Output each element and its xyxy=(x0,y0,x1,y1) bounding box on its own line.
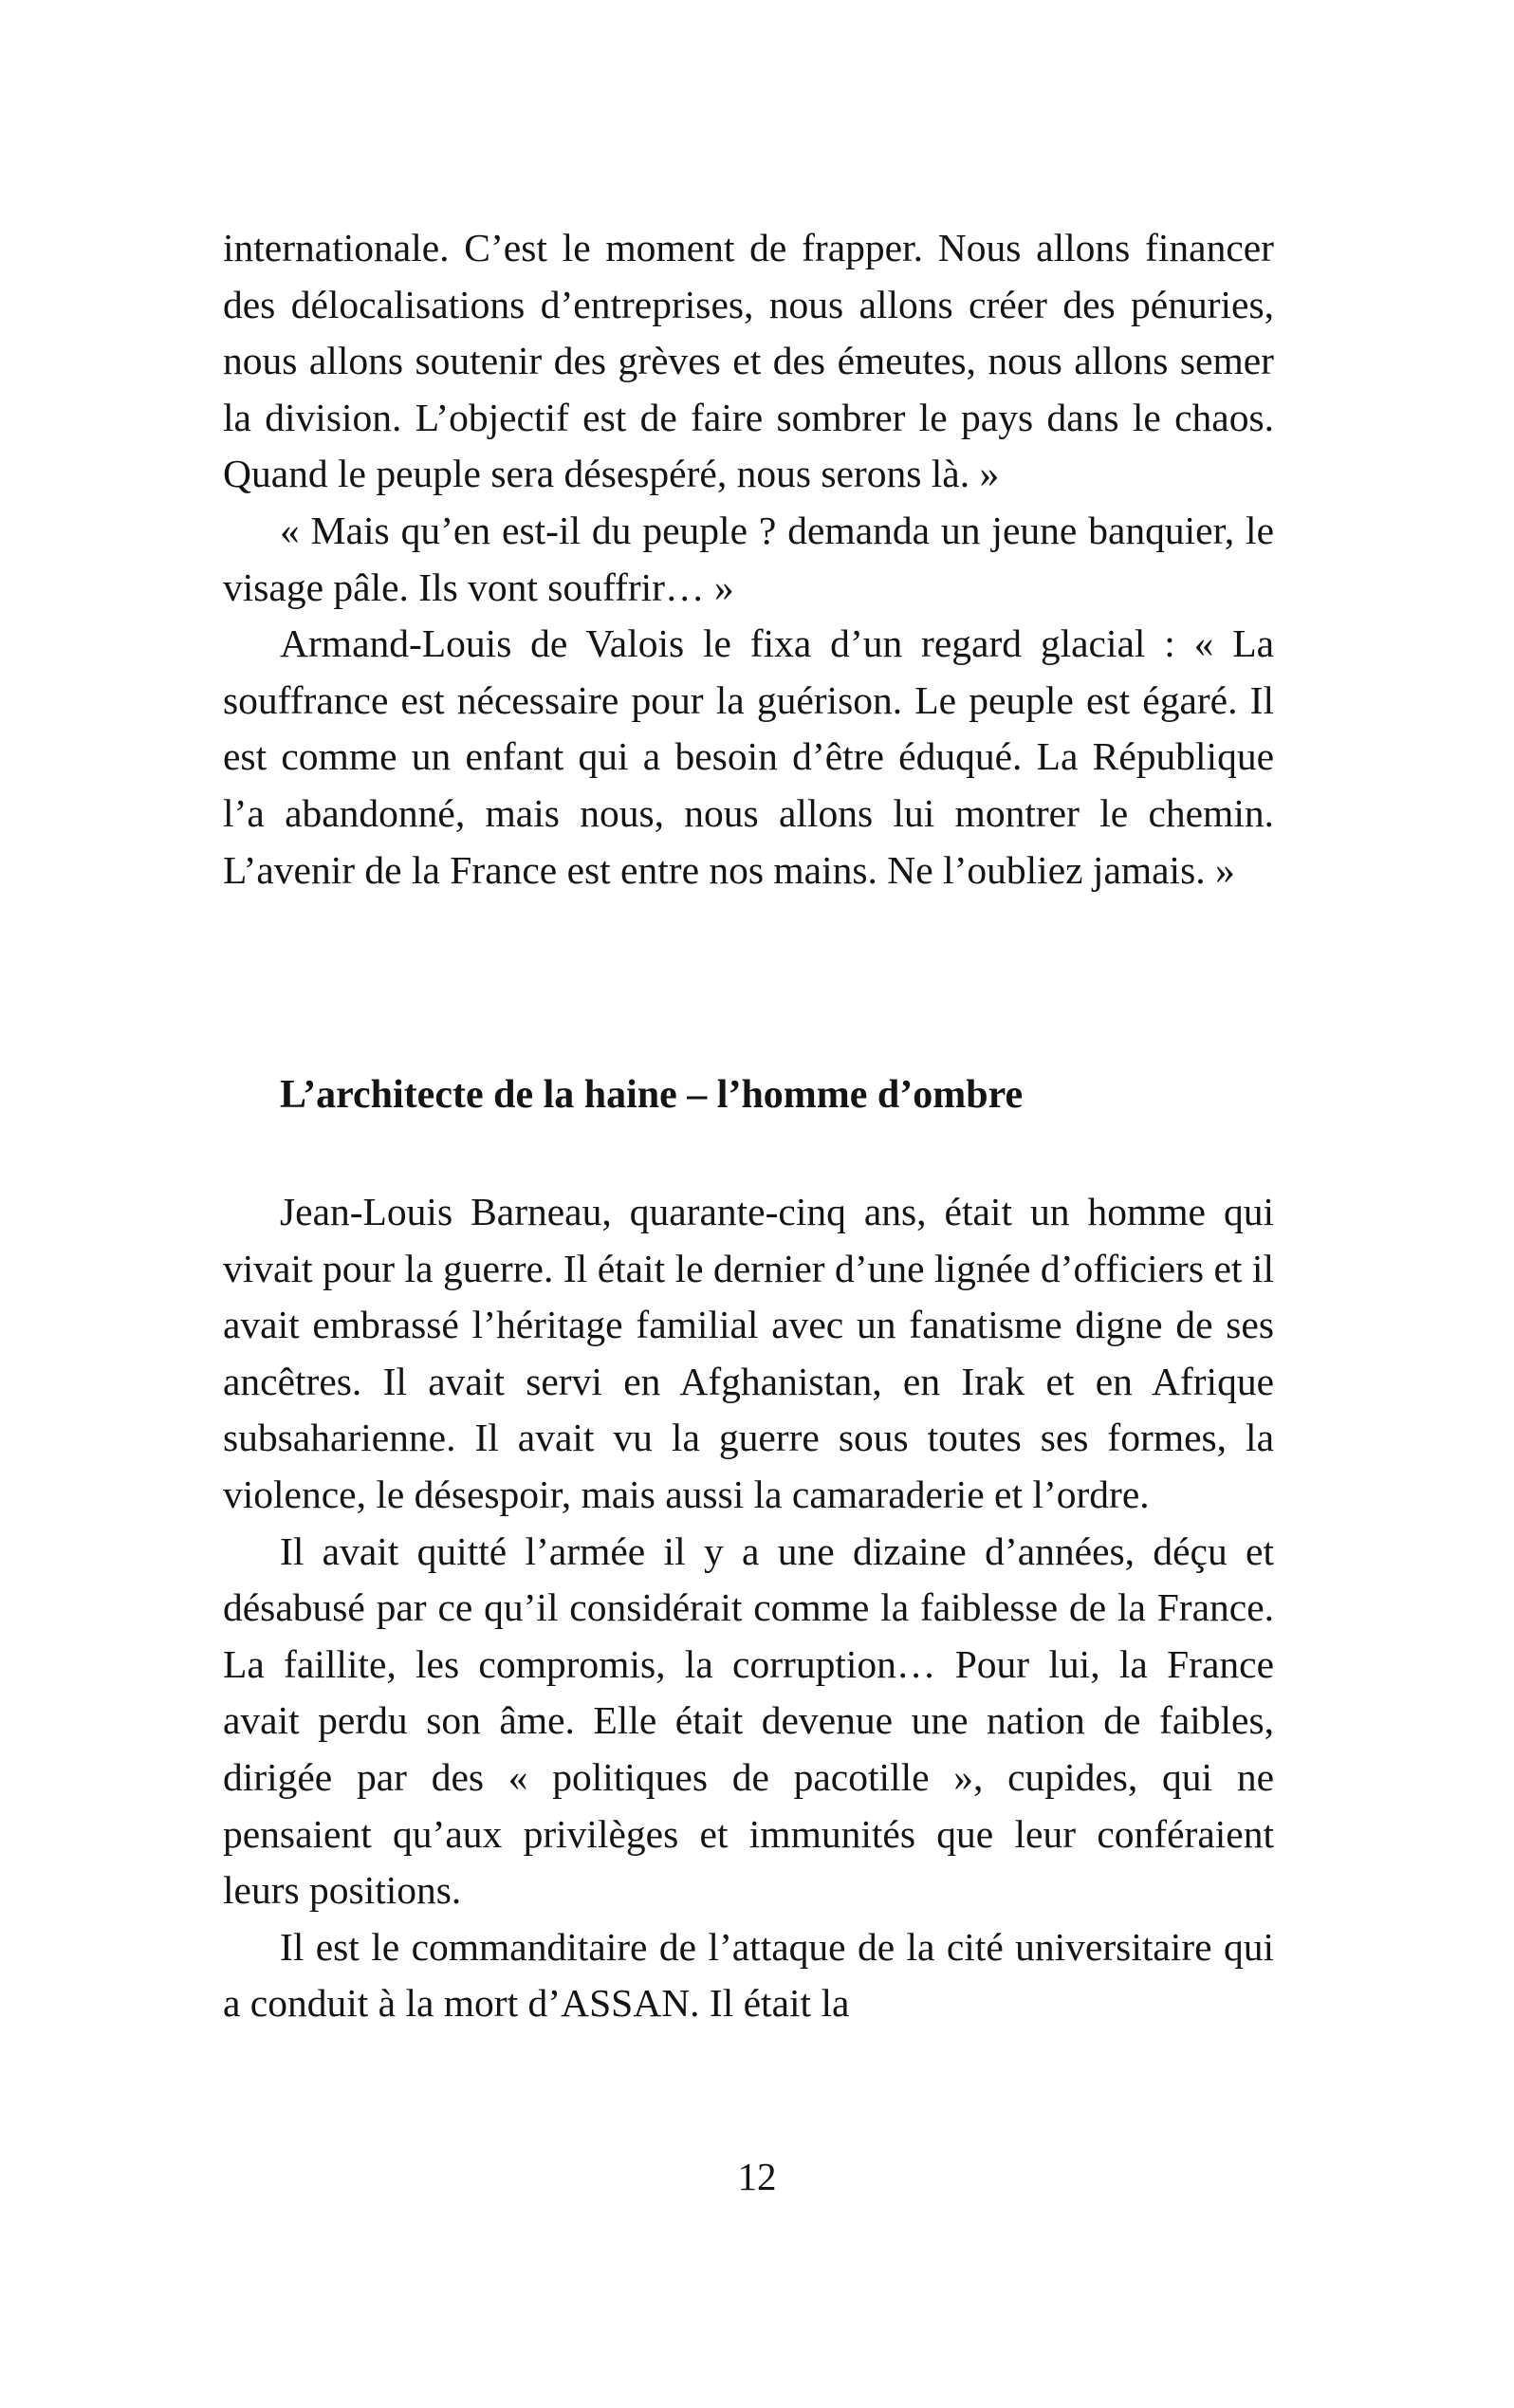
paragraph-reply: Armand-Louis de Valois le fixa d’un regard glacial : « La souffrance est nécessaire pour la guérison. Le peuple est égaré. Il est comme un enfant qui a besoin d’être éduqué. La République l’a abandonné, mais nous, nous allons lui montrer le chemin. L’avenir de la France est entre nos mains. Ne l’oubliez jamais. » xyxy=(223,621,1274,892)
paragraph-intro: Jean-Louis Barneau, quarante-cinq ans, était un homme qui vivait pour la guerre. Il était le dernier d’une lignée d’officiers et il avait embrassé l’héritage familial avec un fanatisme digne de ses ancêtres. Il avait servi en Afghanistan, en Irak et en Afrique subsaharienne. Il avait vu la guerre sous toutes ses formes, la violence, le désespoir, mais aussi la camaraderie et l’ordre. xyxy=(223,1190,1274,1516)
paragraph-dialogue: « Mais qu’en est-il du peuple ? demanda un jeune banquier, le visage pâle. Ils vont souffrir… » xyxy=(223,508,1274,609)
paragraph-background: Il avait quitté l’armée il y a une dizaine d’années, déçu et désabusé par ce qu’il considérait comme la faiblesse de la France. La faillite, les compromis, la corruption… Pour lui, la France avait perdu son âme. Elle était devenue une nation de faibles, dirigée par des « politiques de pacotille », cupides, qui ne pensaient qu’aux privilèges et immunités que leur conféraient leurs positions. xyxy=(223,1528,1274,1913)
section-heading: L’architecte de la haine – l’homme d’ombre xyxy=(280,1073,1024,1117)
paragraph-continuation: internationale. C’est le moment de frapper. Nous allons financer des délocalisations d’entreprises, nous allons créer des pénuries, nous allons soutenir des grèves et des émeutes, nous allons semer la division. L’objectif est de faire sombrer le pays dans le chaos. Quand le peuple sera désespéré, nous serons là. » xyxy=(223,226,1274,496)
section-text-block xyxy=(223,1184,1274,2032)
top-text-block xyxy=(223,220,1274,898)
page-number: 12 xyxy=(737,2155,777,2198)
paragraph-sponsor: Il est le commanditaire de l’attaque de la cité universitaire qui a conduit à la mort d’ASSAN. Il était la xyxy=(223,1924,1274,2026)
